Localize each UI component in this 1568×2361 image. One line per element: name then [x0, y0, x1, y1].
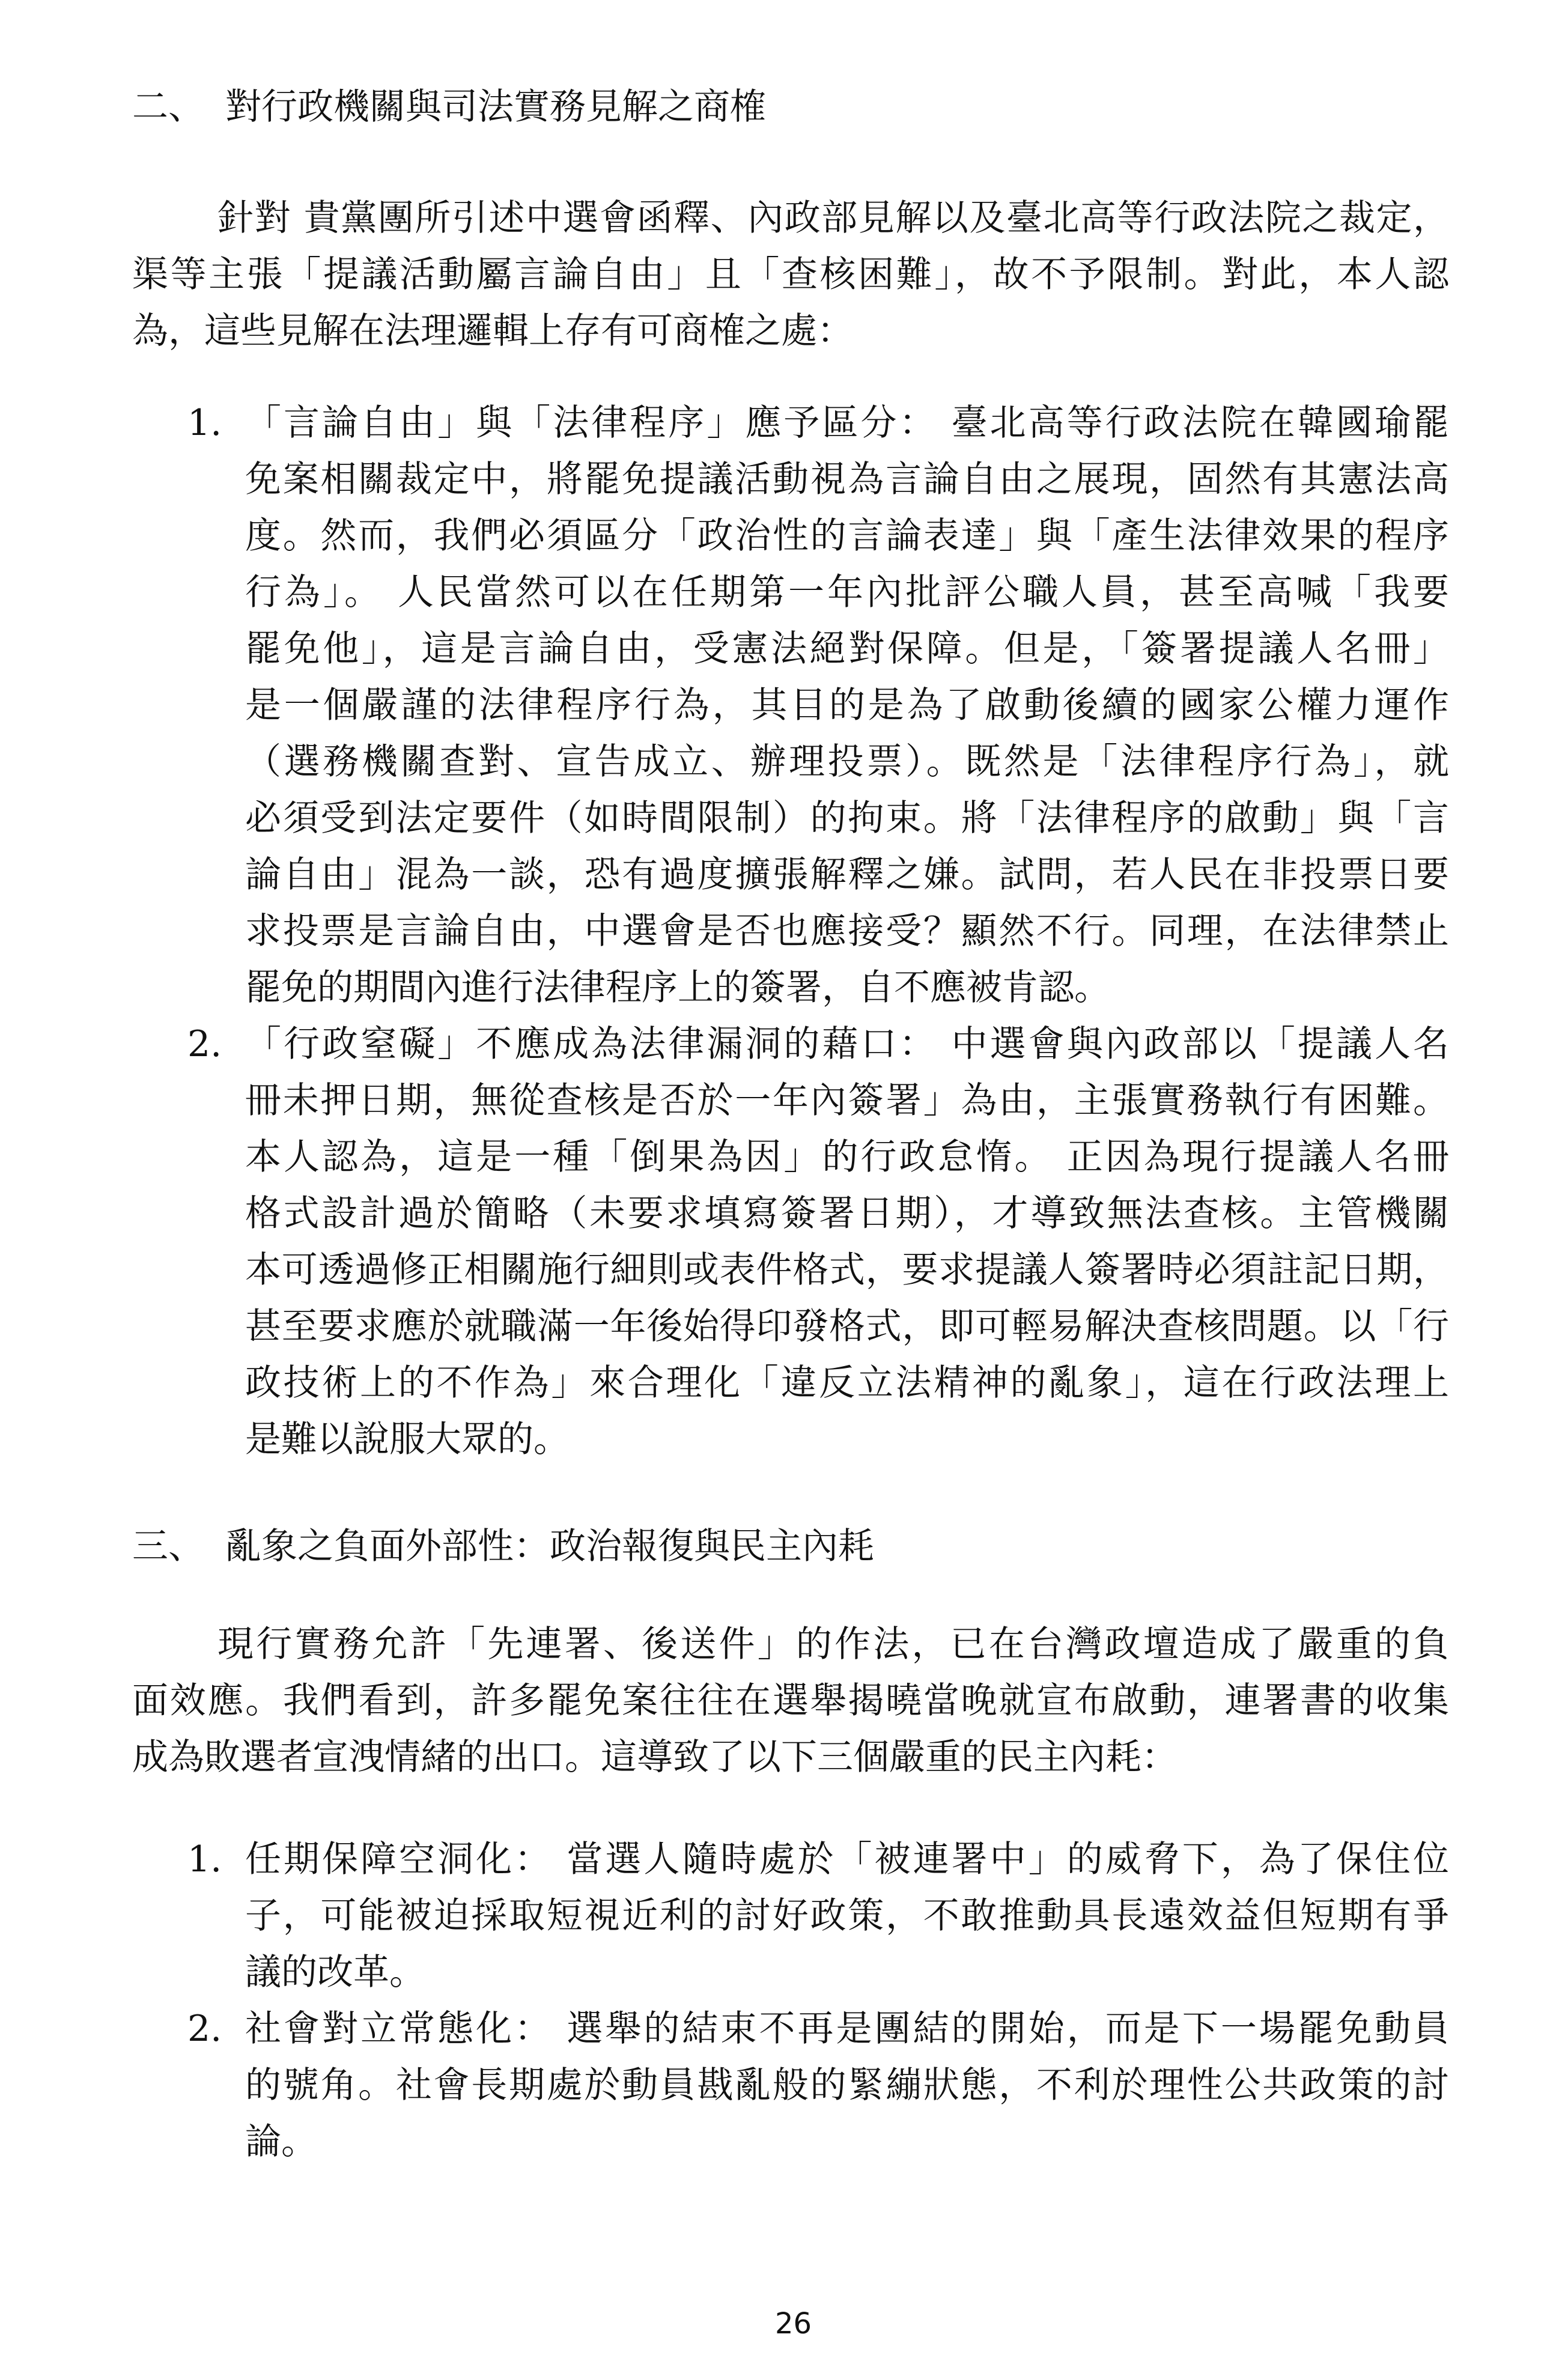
section-2-paragraph: [132, 190, 1449, 359]
text-line: 冊未押日期，無從查核是否於一年內簽署」為由，主張實務執行有困難。: [245, 1080, 1449, 1122]
text-line: 本人認為，這是一種「倒果為因」的行政怠惰。 正因為現行提議人名冊: [245, 1136, 1449, 1178]
page-number: 26: [775, 2307, 812, 2341]
text-line: 「行政窒礙」不應成為法律漏洞的藉口： 中選會與內政部以「提議人名: [245, 1023, 1449, 1065]
text-line: 針對 貴黨團所引述中選會函釋、內政部見解以及臺北高等行政法院之裁定，: [217, 197, 1449, 239]
section-number: 三、: [132, 1525, 204, 1567]
list-item-text: [245, 1016, 1449, 1468]
text-line: 面效應。我們看到，許多罷免案往往在選舉揭曉當晚就宣布啟動，連署書的收集: [132, 1680, 1449, 1722]
section-number: 二、: [132, 86, 204, 128]
text-line: 免案相關裁定中，將罷免提議活動視為言論自由之展現，固然有其憲法高: [245, 458, 1449, 500]
text-line: 行為」。 人民當然可以在任期第一年內批評公職人員，甚至高喊「我要: [245, 571, 1449, 613]
text-line: 論自由」混為一談，恐有過度擴張解釋之嫌。試問，若人民在非投票日要: [245, 854, 1449, 896]
text-line: 本可透過修正相關施行細則或表件格式，要求提議人簽署時必須註記日期，: [245, 1249, 1449, 1291]
text-line: 是難以說服大眾的。: [245, 1418, 570, 1460]
text-line: 罷免他」，這是言論自由，受憲法絕對保障。但是，「簽署提議人名冊」: [245, 628, 1449, 670]
text-line: 的號角。社會長期處於動員戡亂般的緊繃狀態，不利於理性公共政策的討: [245, 2064, 1449, 2106]
list-item-text: [245, 1831, 1449, 2001]
list-number: 1.: [187, 402, 222, 444]
text-line: 子，可能被迫採取短視近利的討好政策，不敢推動具長遠效益但短期有爭: [245, 1895, 1449, 1937]
text-line: 成為敗選者宣洩情緒的出口。這導致了以下三個嚴重的民主內耗：: [132, 1736, 1178, 1778]
text-line: 甚至要求應於就職滿一年後始得印發格式，即可輕易解決查核問題。以「行: [245, 1305, 1449, 1348]
text-line: 為，這些見解在法理邏輯上存有可商榷之處：: [132, 310, 853, 352]
list-item-text: [245, 395, 1449, 1016]
list-number: 1.: [187, 1838, 222, 1880]
text-line: 任期保障空洞化： 當選人隨時處於「被連署中」的威脅下，為了保住位: [245, 1838, 1449, 1880]
text-line: 現行實務允許「先連署、後送件」的作法，已在台灣政壇造成了嚴重的負: [217, 1623, 1449, 1665]
text-line: （選務機關查對、宣告成立、辦理投票）。既然是「法律程序行為」，就: [245, 741, 1449, 783]
text-line: 格式設計過於簡略（未要求填寫簽署日期），才導致無法查核。主管機關: [245, 1193, 1449, 1235]
text-line: 罷免的期間內進行法律程序上的簽署，自不應被肯認。: [245, 967, 1110, 1009]
section-title: 對行政機關與司法實務見解之商榷: [225, 86, 766, 128]
text-line: 是一個嚴謹的法律程序行為，其目的是為了啟動後續的國家公權力運作: [245, 684, 1449, 726]
text-line: 議的改革。: [245, 1951, 425, 1993]
text-line: 「言論自由」與「法律程序」應予區分： 臺北高等行政法院在韓國瑜罷: [245, 402, 1449, 444]
list-number: 2.: [187, 2008, 222, 2050]
list-item-text: [245, 2001, 1449, 2170]
text-line: 度。然而，我們必須區分「政治性的言論表達」與「產生法律效果的程序: [245, 515, 1449, 557]
text-line: 渠等主張「提議活動屬言論自由」且「查核困難」，故不予限制。對此，本人認: [132, 254, 1449, 296]
text-line: 論。: [245, 2121, 317, 2163]
text-line: 政技術上的不作為」來合理化「違反立法精神的亂象」，這在行政法理上: [245, 1362, 1449, 1404]
text-line: 社會對立常態化： 選舉的結束不再是團結的開始，而是下一場罷免動員: [245, 2008, 1449, 2050]
section-title: 亂象之負面外部性：政治報復與民主內耗: [225, 1525, 874, 1567]
text-line: 求投票是言論自由，中選會是否也應接受？顯然不行。同理，在法律禁止: [245, 910, 1449, 952]
list-number: 2.: [187, 1023, 222, 1065]
text-line: 必須受到法定要件（如時間限制）的拘束。將「法律程序的啟動」與「言: [245, 797, 1449, 839]
section-3-paragraph: [132, 1616, 1449, 1785]
